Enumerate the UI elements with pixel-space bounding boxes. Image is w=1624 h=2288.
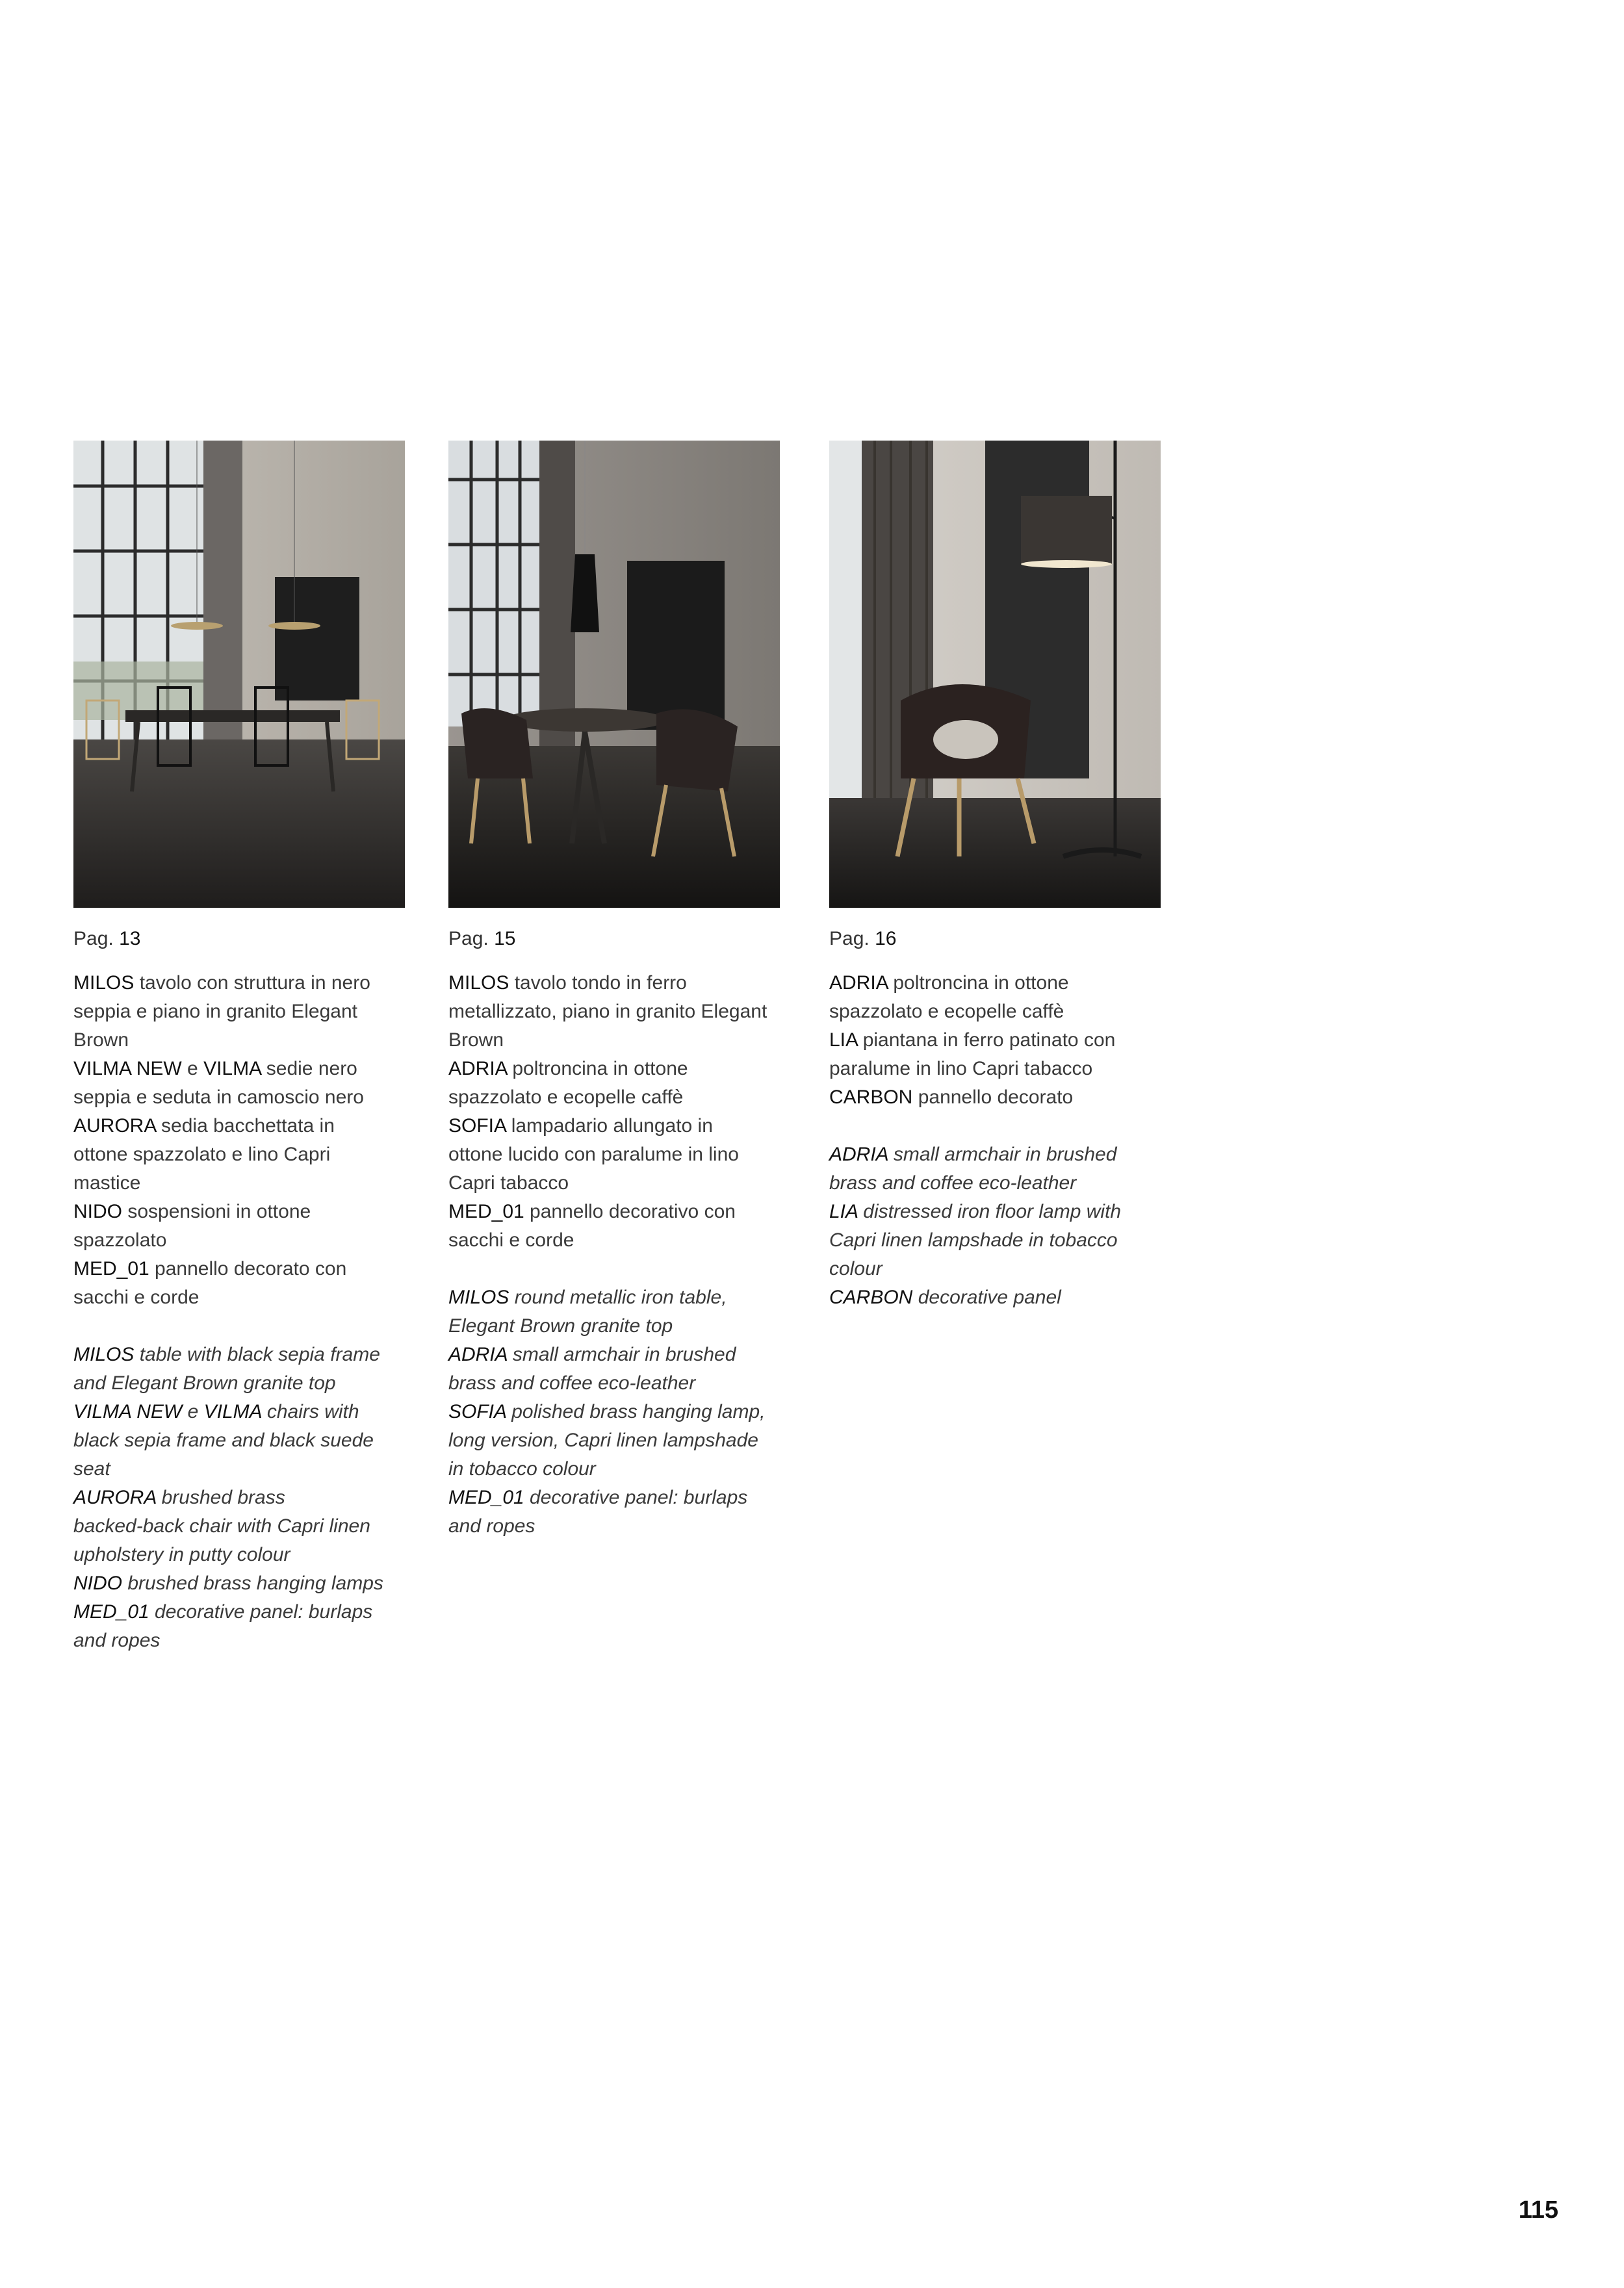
product-name: MILOS [448, 1287, 509, 1308]
desc-line [73, 1341, 405, 1369]
desc-text: poltroncina in ottone [888, 972, 1069, 994]
product-name: MED_01 [448, 1201, 524, 1222]
desc-text: black sepia frame and black suede [73, 1430, 374, 1451]
desc-text: brass and coffee eco-leather [829, 1172, 1077, 1194]
desc-line [829, 1169, 1161, 1198]
desc-line [829, 1226, 1161, 1255]
desc-line [448, 1026, 780, 1055]
product-name: ADRIA [448, 1058, 508, 1079]
photo-dining-room-milos-vilma [73, 441, 405, 908]
product-name: MILOS [73, 972, 135, 994]
desc-text: sospensioni in ottone [122, 1201, 311, 1222]
product-name: MED_01 [448, 1487, 524, 1508]
desc-text: seppia e seduta in camoscio nero [73, 1086, 364, 1108]
page-reference-number: 15 [494, 928, 516, 949]
desc-line [448, 1484, 780, 1512]
desc-text: table with black sepia frame [134, 1344, 380, 1365]
desc-text: and ropes [73, 1630, 161, 1651]
desc-line [73, 1026, 405, 1055]
desc-line [829, 997, 1161, 1026]
desc-text: spazzolato e ecopelle caffè [829, 1001, 1064, 1022]
desc-line [73, 1569, 405, 1598]
desc-text: Brown [448, 1029, 504, 1051]
catalog-column-1 [73, 441, 405, 1655]
desc-text: in tobacco colour [448, 1458, 596, 1480]
desc-text: and Elegant Brown granite top [73, 1372, 336, 1394]
desc-line [73, 997, 405, 1026]
desc-text: decorative panel: burlaps [149, 1601, 373, 1623]
desc-text: mastice [73, 1172, 141, 1194]
desc-text: sacchi e corde [73, 1287, 200, 1308]
product-name: VILMA NEW [73, 1401, 183, 1422]
catalog-column-3 [829, 441, 1161, 1312]
desc-text: pannello decorato con [149, 1258, 347, 1279]
desc-text: ottone spazzolato e lino Capri [73, 1144, 331, 1165]
room-illustration-1 [73, 441, 405, 908]
product-name: SOFIA [448, 1115, 506, 1137]
description-italian [73, 969, 405, 1312]
desc-text: brushed brass hanging lamps [122, 1573, 383, 1594]
desc-line [73, 1626, 405, 1655]
desc-line [829, 1083, 1161, 1112]
product-name: NIDO [73, 1201, 122, 1222]
product-name: SOFIA [448, 1401, 506, 1422]
room-illustration-2 [448, 441, 780, 908]
product-name: MED_01 [73, 1258, 149, 1279]
desc-text: round metallic iron table, [509, 1287, 727, 1308]
desc-line [448, 969, 780, 997]
desc-line [73, 1112, 405, 1140]
desc-text: lampadario allungato in [506, 1115, 713, 1137]
desc-line [448, 1083, 780, 1112]
desc-text: long version, Capri linen lampshade [448, 1430, 758, 1451]
desc-line [73, 1226, 405, 1255]
description-italian [448, 969, 780, 1255]
product-name: LIA [829, 1201, 858, 1222]
product-name: VILMA [203, 1401, 262, 1422]
desc-line [448, 1055, 780, 1083]
desc-line [448, 1312, 780, 1341]
desc-line [73, 1083, 405, 1112]
desc-line [73, 1541, 405, 1569]
desc-line [829, 1055, 1161, 1083]
desc-line [73, 1140, 405, 1169]
desc-line [829, 1198, 1161, 1226]
page-reference [73, 925, 405, 953]
desc-text: spazzolato e ecopelle caffè [448, 1086, 684, 1108]
desc-text: pannello decorato [912, 1086, 1074, 1108]
desc-line [73, 1283, 405, 1312]
desc-line [73, 1455, 405, 1484]
desc-line [448, 1169, 780, 1198]
desc-text: brushed brass [156, 1487, 285, 1508]
desc-line [829, 1283, 1161, 1312]
desc-text: brass and coffee eco-leather [448, 1372, 696, 1394]
desc-line [73, 1169, 405, 1198]
desc-text: tavolo con struttura in nero [134, 972, 370, 994]
product-name: MILOS [448, 972, 509, 994]
page-reference [829, 925, 1161, 953]
desc-text: seppia e piano in granito Elegant [73, 1001, 357, 1022]
desc-text: sacchi e corde [448, 1229, 574, 1251]
desc-text: sedie nero [261, 1058, 357, 1079]
page-reference-number: 13 [119, 928, 141, 949]
desc-line [829, 1140, 1161, 1169]
desc-text: spazzolato [73, 1229, 167, 1251]
desc-line [829, 1026, 1161, 1055]
description-english [73, 1341, 405, 1655]
desc-text: poltroncina in ottone [507, 1058, 688, 1079]
desc-line [448, 1226, 780, 1255]
desc-text: e [182, 1401, 204, 1422]
product-name: ADRIA [829, 1144, 888, 1165]
desc-text: Brown [73, 1029, 129, 1051]
desc-line [448, 1140, 780, 1169]
description-italian [829, 969, 1161, 1112]
desc-text: decorative panel [912, 1287, 1061, 1308]
desc-text: and ropes [448, 1515, 535, 1537]
desc-line [73, 1598, 405, 1626]
product-name: AURORA [73, 1115, 156, 1137]
desc-text: Elegant Brown granite top [448, 1315, 673, 1337]
desc-line [448, 1283, 780, 1312]
product-name: AURORA [73, 1487, 157, 1508]
desc-text: metallizzato, piano in granito Elegant [448, 1001, 767, 1022]
desc-line [448, 1426, 780, 1455]
desc-text: ottone lucido con paralume in lino [448, 1144, 739, 1165]
desc-text: decorative panel: burlaps [524, 1487, 748, 1508]
desc-line [73, 1055, 405, 1083]
desc-text: backed-back chair with Capri linen [73, 1515, 370, 1537]
desc-line [73, 1512, 405, 1541]
page-number: 115 [1518, 2196, 1558, 2224]
desc-text: distressed iron floor lamp with [857, 1201, 1122, 1222]
product-name: CARBON [829, 1287, 913, 1308]
page-reference [448, 925, 780, 953]
desc-line [829, 1255, 1161, 1283]
desc-text: tavolo tondo in ferro [509, 972, 687, 994]
product-name: VILMA NEW [73, 1058, 182, 1079]
desc-text: colour [829, 1258, 883, 1279]
desc-line [73, 1426, 405, 1455]
product-name: NIDO [73, 1573, 122, 1594]
desc-text: paralume in lino Capri tabacco [829, 1058, 1093, 1079]
product-name: MED_01 [73, 1601, 149, 1623]
product-name: LIA [829, 1029, 858, 1051]
desc-text: polished brass hanging lamp, [506, 1401, 766, 1422]
desc-text: seat [73, 1458, 110, 1480]
description-english [448, 1283, 780, 1541]
desc-text: Capri linen lampshade in tobacco [829, 1229, 1118, 1251]
page-reference-number: 16 [875, 928, 897, 949]
page-reference-prefix: Pag. [829, 928, 870, 949]
catalog-column-2 [448, 441, 780, 1541]
description-english [829, 1140, 1161, 1312]
desc-text: small armchair in brushed [507, 1344, 736, 1365]
desc-line [448, 1198, 780, 1226]
desc-text: upholstery in putty colour [73, 1544, 290, 1565]
desc-line [448, 1369, 780, 1398]
product-name: MILOS [73, 1344, 135, 1365]
desc-line [73, 1398, 405, 1426]
desc-line [73, 969, 405, 997]
desc-text: e [181, 1058, 204, 1079]
desc-text: Capri tabacco [448, 1172, 569, 1194]
desc-line [448, 1341, 780, 1369]
desc-line [448, 1112, 780, 1140]
desc-line [73, 1255, 405, 1283]
desc-text: piantana in ferro patinato con [857, 1029, 1116, 1051]
desc-line [829, 969, 1161, 997]
desc-line [73, 1369, 405, 1398]
desc-text: small armchair in brushed [888, 1144, 1117, 1165]
desc-line [448, 1455, 780, 1484]
photo-armchair-adria-lia [829, 441, 1161, 908]
desc-text: pannello decorativo con [524, 1201, 736, 1222]
product-name: ADRIA [829, 972, 888, 994]
desc-text: sedia bacchettata in [155, 1115, 335, 1137]
desc-line [448, 1512, 780, 1541]
desc-line [448, 1398, 780, 1426]
desc-line [73, 1198, 405, 1226]
product-name: VILMA [203, 1058, 261, 1079]
photo-dining-room-milos-adria [448, 441, 780, 908]
product-name: ADRIA [448, 1344, 508, 1365]
room-illustration-3 [829, 441, 1161, 908]
page-reference-prefix: Pag. [73, 928, 114, 949]
desc-text: chairs with [261, 1401, 359, 1422]
page-reference-prefix: Pag. [448, 928, 489, 949]
product-name: CARBON [829, 1086, 913, 1108]
desc-line [73, 1484, 405, 1512]
desc-line [448, 997, 780, 1026]
